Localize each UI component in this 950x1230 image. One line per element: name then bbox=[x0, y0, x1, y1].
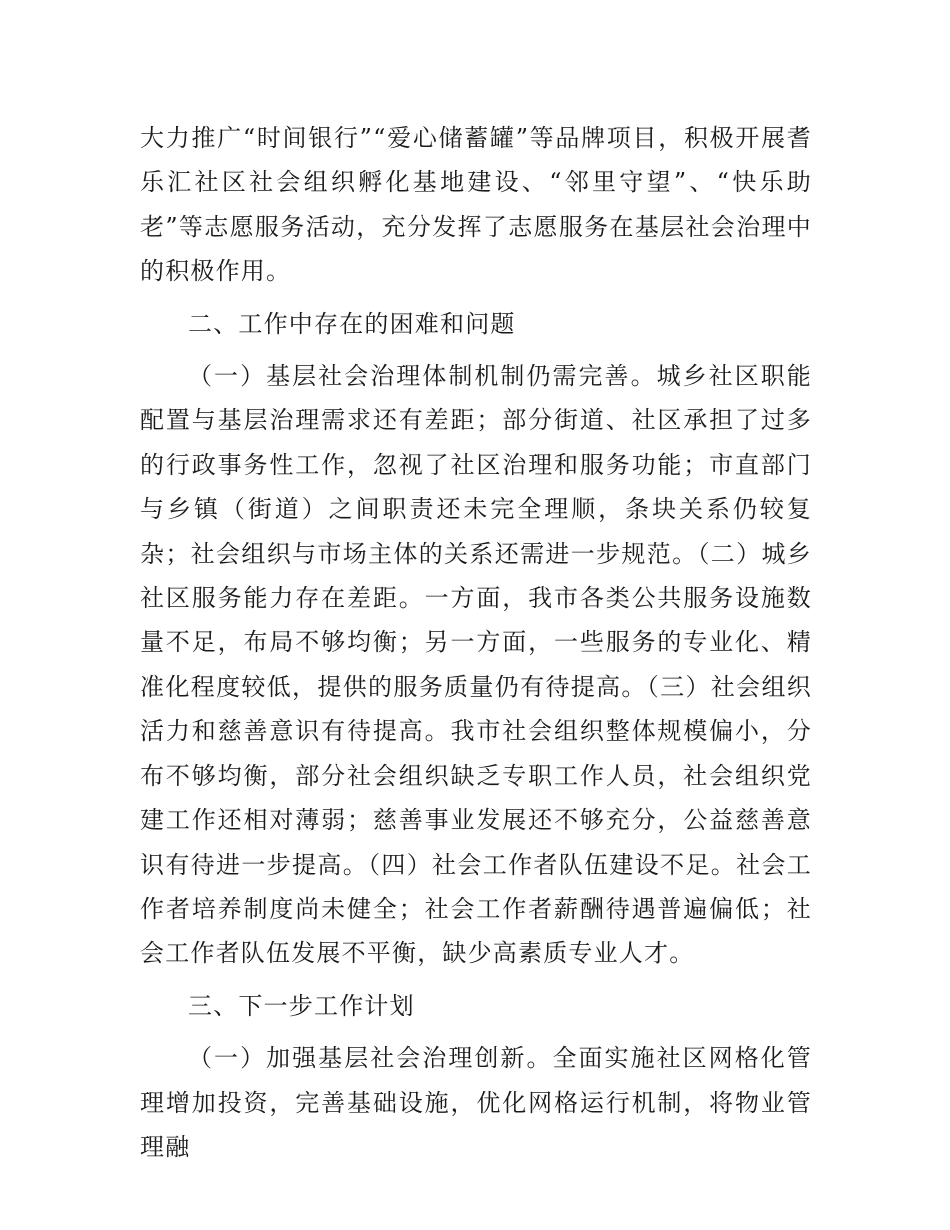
paragraph-difficulties-detail: （一）基层社会治理体制机制仍需完善。城乡社区职能配置与基层治理需求还有差距；部分街道、社区承担了过多的行政事务性工作，忽视了社区治理和服务功能；市直部门与乡镇（街道）之间职责还未完全理顺，条块关系仍较复杂；社会组织与市场主体的关系还需进一步规范。（二）城乡社区服务能力存在差距。一方面，我市各类公共服务设施数量不足，布局不够均衡；另一方面，一些服务的专业化、精准化程度较低，提供的服务质量仍有待提高。（三）社会组织活力和慈善意识有待提高。我市社会组织整体规模偏小，分布不够均衡，部分社会组织缺乏专职工作人员，社会组织党建工作还相对薄弱；慈善事业发展还不够充分，公益慈善意识有待进一步提高。（四）社会工作者队伍建设不足。社会工作者培养制度尚未健全；社会工作者薪酬待遇普遍偏低；社会工作者队伍发展不平衡，缺少高素质专业人才。 bbox=[140, 362, 812, 968]
document-body bbox=[140, 116, 812, 1177]
section-heading-next-plan: 三、下一步工作计划 bbox=[188, 991, 415, 1020]
section-heading-difficulties: 二、工作中存在的困难和问题 bbox=[188, 309, 516, 338]
paragraph-next-plan-detail: （一）加强基层社会治理创新。全面实施社区网格化管理增加投资，完善基础设施，优化网格运行机制，将物业管理融 bbox=[140, 1044, 812, 1161]
paragraph-volunteer-services: 大力推广“时间银行”“爱心储蓄罐”等品牌项目，积极开展耆乐汇社区社会组织孵化基地建设、“邻里守望”、“快乐助老”等志愿服务活动，充分发挥了志愿服务在基层社会治理中的积极作用。 bbox=[140, 124, 812, 286]
